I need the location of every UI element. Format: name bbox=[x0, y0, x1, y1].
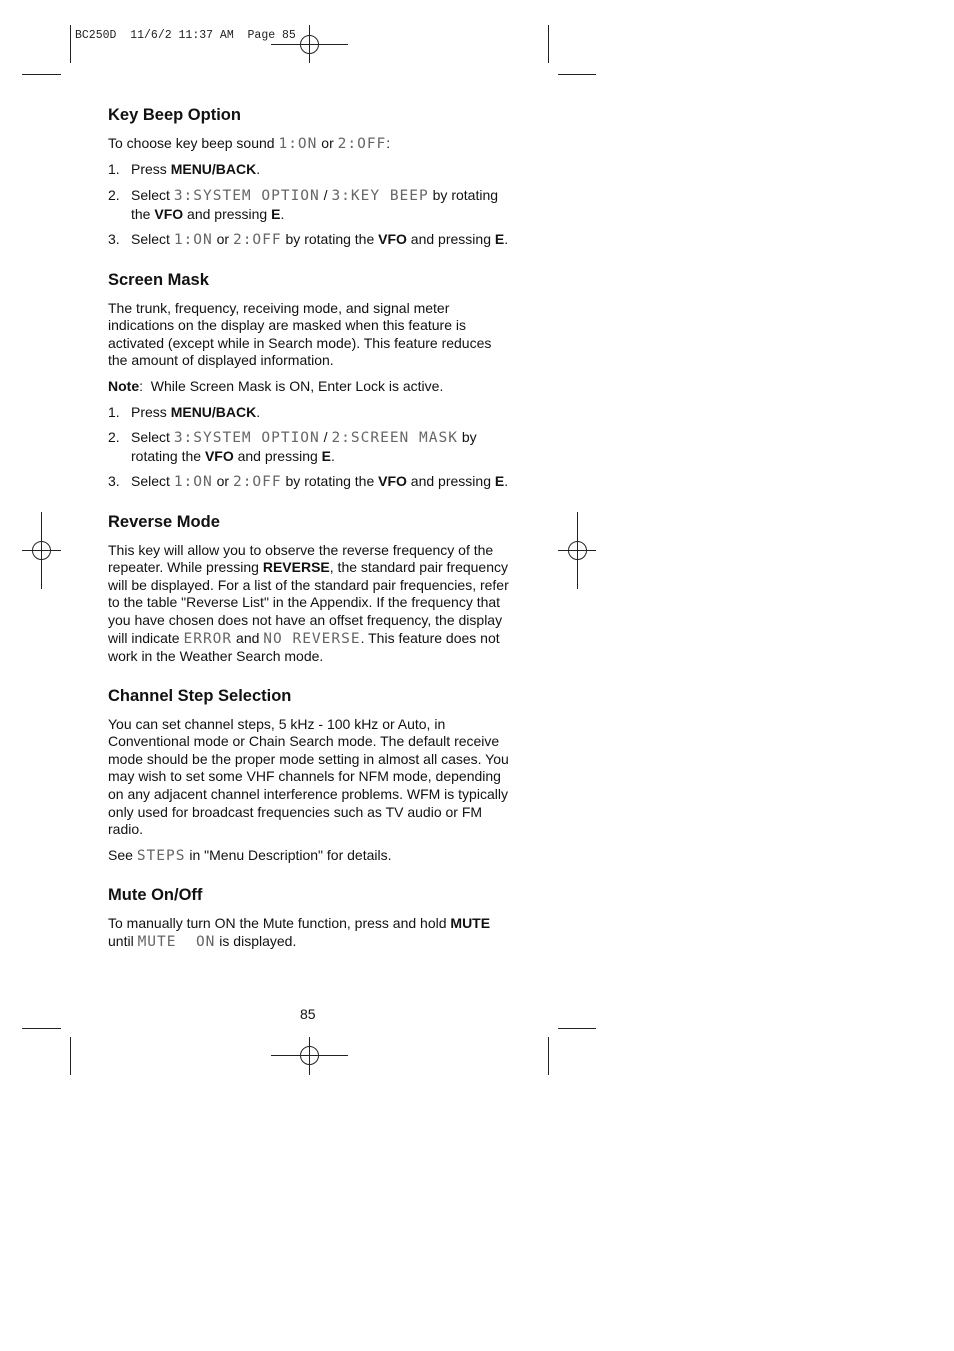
crop-mark bbox=[70, 1037, 71, 1075]
step-number: 1. bbox=[108, 403, 120, 420]
text: by rotating the bbox=[281, 473, 379, 490]
text: This key will allow you to observe the reverse frequency of the repeater. While pressing bbox=[108, 541, 494, 576]
lcd-text: 2:OFF bbox=[232, 474, 282, 491]
page-number: 85 bbox=[300, 1006, 316, 1022]
text: or bbox=[212, 231, 233, 248]
lcd-text: 1:ON bbox=[173, 232, 213, 249]
text: Press bbox=[131, 403, 171, 420]
key-name: E bbox=[494, 473, 505, 490]
text: . bbox=[504, 473, 509, 490]
step-item bbox=[108, 161, 513, 179]
step-number: 3. bbox=[108, 473, 120, 490]
crop-mark bbox=[22, 74, 61, 75]
key-name: E bbox=[271, 205, 281, 222]
text: Select bbox=[131, 186, 174, 203]
step-number: 2. bbox=[108, 429, 120, 446]
registration-mark-circle bbox=[300, 35, 319, 54]
mute-section bbox=[108, 886, 513, 951]
text: : bbox=[386, 134, 391, 151]
text: . bbox=[504, 231, 509, 248]
key-name: E bbox=[494, 231, 505, 248]
text: To manually turn ON the Mute function, press and hold bbox=[108, 915, 451, 932]
lcd-text: 2:SCREEN MASK bbox=[331, 430, 458, 447]
crop-mark bbox=[70, 25, 71, 63]
text: in "Menu Description" for details. bbox=[185, 846, 392, 863]
step-item bbox=[108, 231, 513, 250]
registration-mark-circle bbox=[568, 541, 587, 560]
text: See bbox=[108, 846, 137, 863]
step-item bbox=[108, 429, 513, 465]
section-heading: Channel Step Selection bbox=[108, 686, 292, 705]
key-name: MUTE bbox=[450, 915, 491, 932]
crop-mark bbox=[548, 25, 549, 63]
text: . bbox=[256, 161, 261, 178]
lcd-text: STEPS bbox=[136, 847, 186, 864]
text: or bbox=[317, 134, 338, 151]
key-name: VFO bbox=[154, 205, 184, 222]
text: : While Screen Mask is ON, Enter Lock is active. bbox=[139, 377, 444, 394]
step-number: 3. bbox=[108, 231, 120, 248]
text: and bbox=[232, 629, 264, 646]
lcd-text: 3:SYSTEM OPTION bbox=[173, 187, 320, 204]
screen-mask-section bbox=[108, 271, 513, 492]
text: and pressing bbox=[406, 231, 495, 248]
key-name: REVERSE bbox=[262, 559, 330, 576]
step-number: 1. bbox=[108, 161, 120, 178]
text: is displayed. bbox=[215, 932, 297, 949]
lcd-text: 2:OFF bbox=[337, 135, 387, 152]
section-heading: Key Beep Option bbox=[108, 106, 241, 124]
text: / bbox=[319, 429, 332, 446]
lcd-text: MUTE ON bbox=[137, 933, 216, 950]
text: / bbox=[319, 186, 332, 203]
registration-mark-circle bbox=[32, 541, 51, 560]
page-content bbox=[108, 106, 513, 972]
section-heading: Screen Mask bbox=[108, 270, 209, 289]
crop-mark bbox=[548, 1037, 549, 1075]
lcd-text: NO REVERSE bbox=[263, 630, 361, 647]
see-paragraph bbox=[108, 847, 513, 866]
note-paragraph bbox=[108, 378, 513, 396]
steps-list bbox=[108, 161, 513, 249]
crop-mark bbox=[22, 1028, 61, 1029]
lcd-text: 3:SYSTEM OPTION bbox=[173, 430, 320, 447]
crop-mark bbox=[558, 1028, 596, 1029]
lcd-text: 1:ON bbox=[278, 135, 318, 152]
print-slug: BC250D 11/6/2 11:37 AM Page 85 bbox=[75, 29, 296, 42]
text: Select bbox=[131, 429, 174, 446]
reverse-mode-section bbox=[108, 513, 513, 666]
lcd-text: 3:KEY BEEP bbox=[331, 187, 429, 204]
text: until bbox=[108, 932, 138, 949]
text: by rotating the bbox=[281, 231, 379, 248]
key-name: MENU/BACK bbox=[170, 403, 257, 420]
text: by rotating the bbox=[131, 429, 477, 464]
key-name: VFO bbox=[204, 447, 234, 464]
body-paragraph bbox=[108, 915, 513, 951]
key-name: VFO bbox=[378, 473, 407, 490]
steps-list bbox=[108, 404, 513, 492]
key-beep-section bbox=[108, 106, 513, 250]
text: by rotating the bbox=[131, 186, 499, 222]
text: , the standard pair frequency will be displayed. For a list of the standard pair frequencies, refer to the table "Reverse List" in the Appendix. If the frequency that you have chosen does not have an offset frequency, the display will indicate bbox=[108, 559, 509, 646]
text: and pressing bbox=[183, 205, 272, 222]
lcd-text: 1:ON bbox=[173, 474, 213, 491]
channel-step-section bbox=[108, 687, 513, 866]
crop-mark bbox=[558, 74, 596, 75]
key-name: E bbox=[321, 447, 332, 464]
text: Select bbox=[131, 473, 174, 490]
text: . bbox=[331, 447, 335, 464]
key-name: MENU/BACK bbox=[170, 161, 257, 178]
step-number: 2. bbox=[108, 186, 120, 203]
lcd-text: 2:OFF bbox=[232, 232, 282, 249]
text: Press bbox=[131, 161, 171, 178]
key-name: VFO bbox=[378, 231, 407, 248]
lcd-text: ERROR bbox=[183, 630, 233, 647]
body-paragraph: You can set channel steps, 5 kHz - 100 kHz or Auto, in Conventional mode or Chain Search mode. The default receive mode should be the proper mode setting in almost all cases. You may wish to set some VHF channels for NFM mode, depending on any adjacent channel interference problems. WFM is typically only used for broadcast frequencies such as TV audio or FM radio. bbox=[108, 715, 509, 838]
section-heading: Mute On/Off bbox=[108, 886, 203, 905]
text: and pressing bbox=[233, 447, 322, 464]
text: To choose key beep sound bbox=[108, 134, 279, 151]
text: or bbox=[212, 473, 233, 490]
step-item bbox=[108, 404, 513, 422]
text: . This feature does not work in the Weather Search mode. bbox=[108, 629, 500, 665]
text: and pressing bbox=[406, 473, 495, 490]
text: . bbox=[280, 205, 285, 222]
note-label: Note bbox=[108, 377, 140, 394]
section-heading: Reverse Mode bbox=[108, 512, 220, 531]
text: . bbox=[256, 403, 261, 420]
body-paragraph bbox=[108, 542, 513, 666]
registration-mark-circle bbox=[300, 1046, 319, 1065]
step-item bbox=[108, 187, 513, 223]
intro-paragraph bbox=[108, 135, 513, 154]
body-paragraph: The trunk, frequency, receiving mode, and signal meter indications on the display are masked when this feature is activated (except while in Search mode). This feature reduces the amount of displayed information. bbox=[108, 299, 492, 369]
step-item bbox=[108, 473, 513, 492]
text: Select bbox=[131, 231, 174, 248]
